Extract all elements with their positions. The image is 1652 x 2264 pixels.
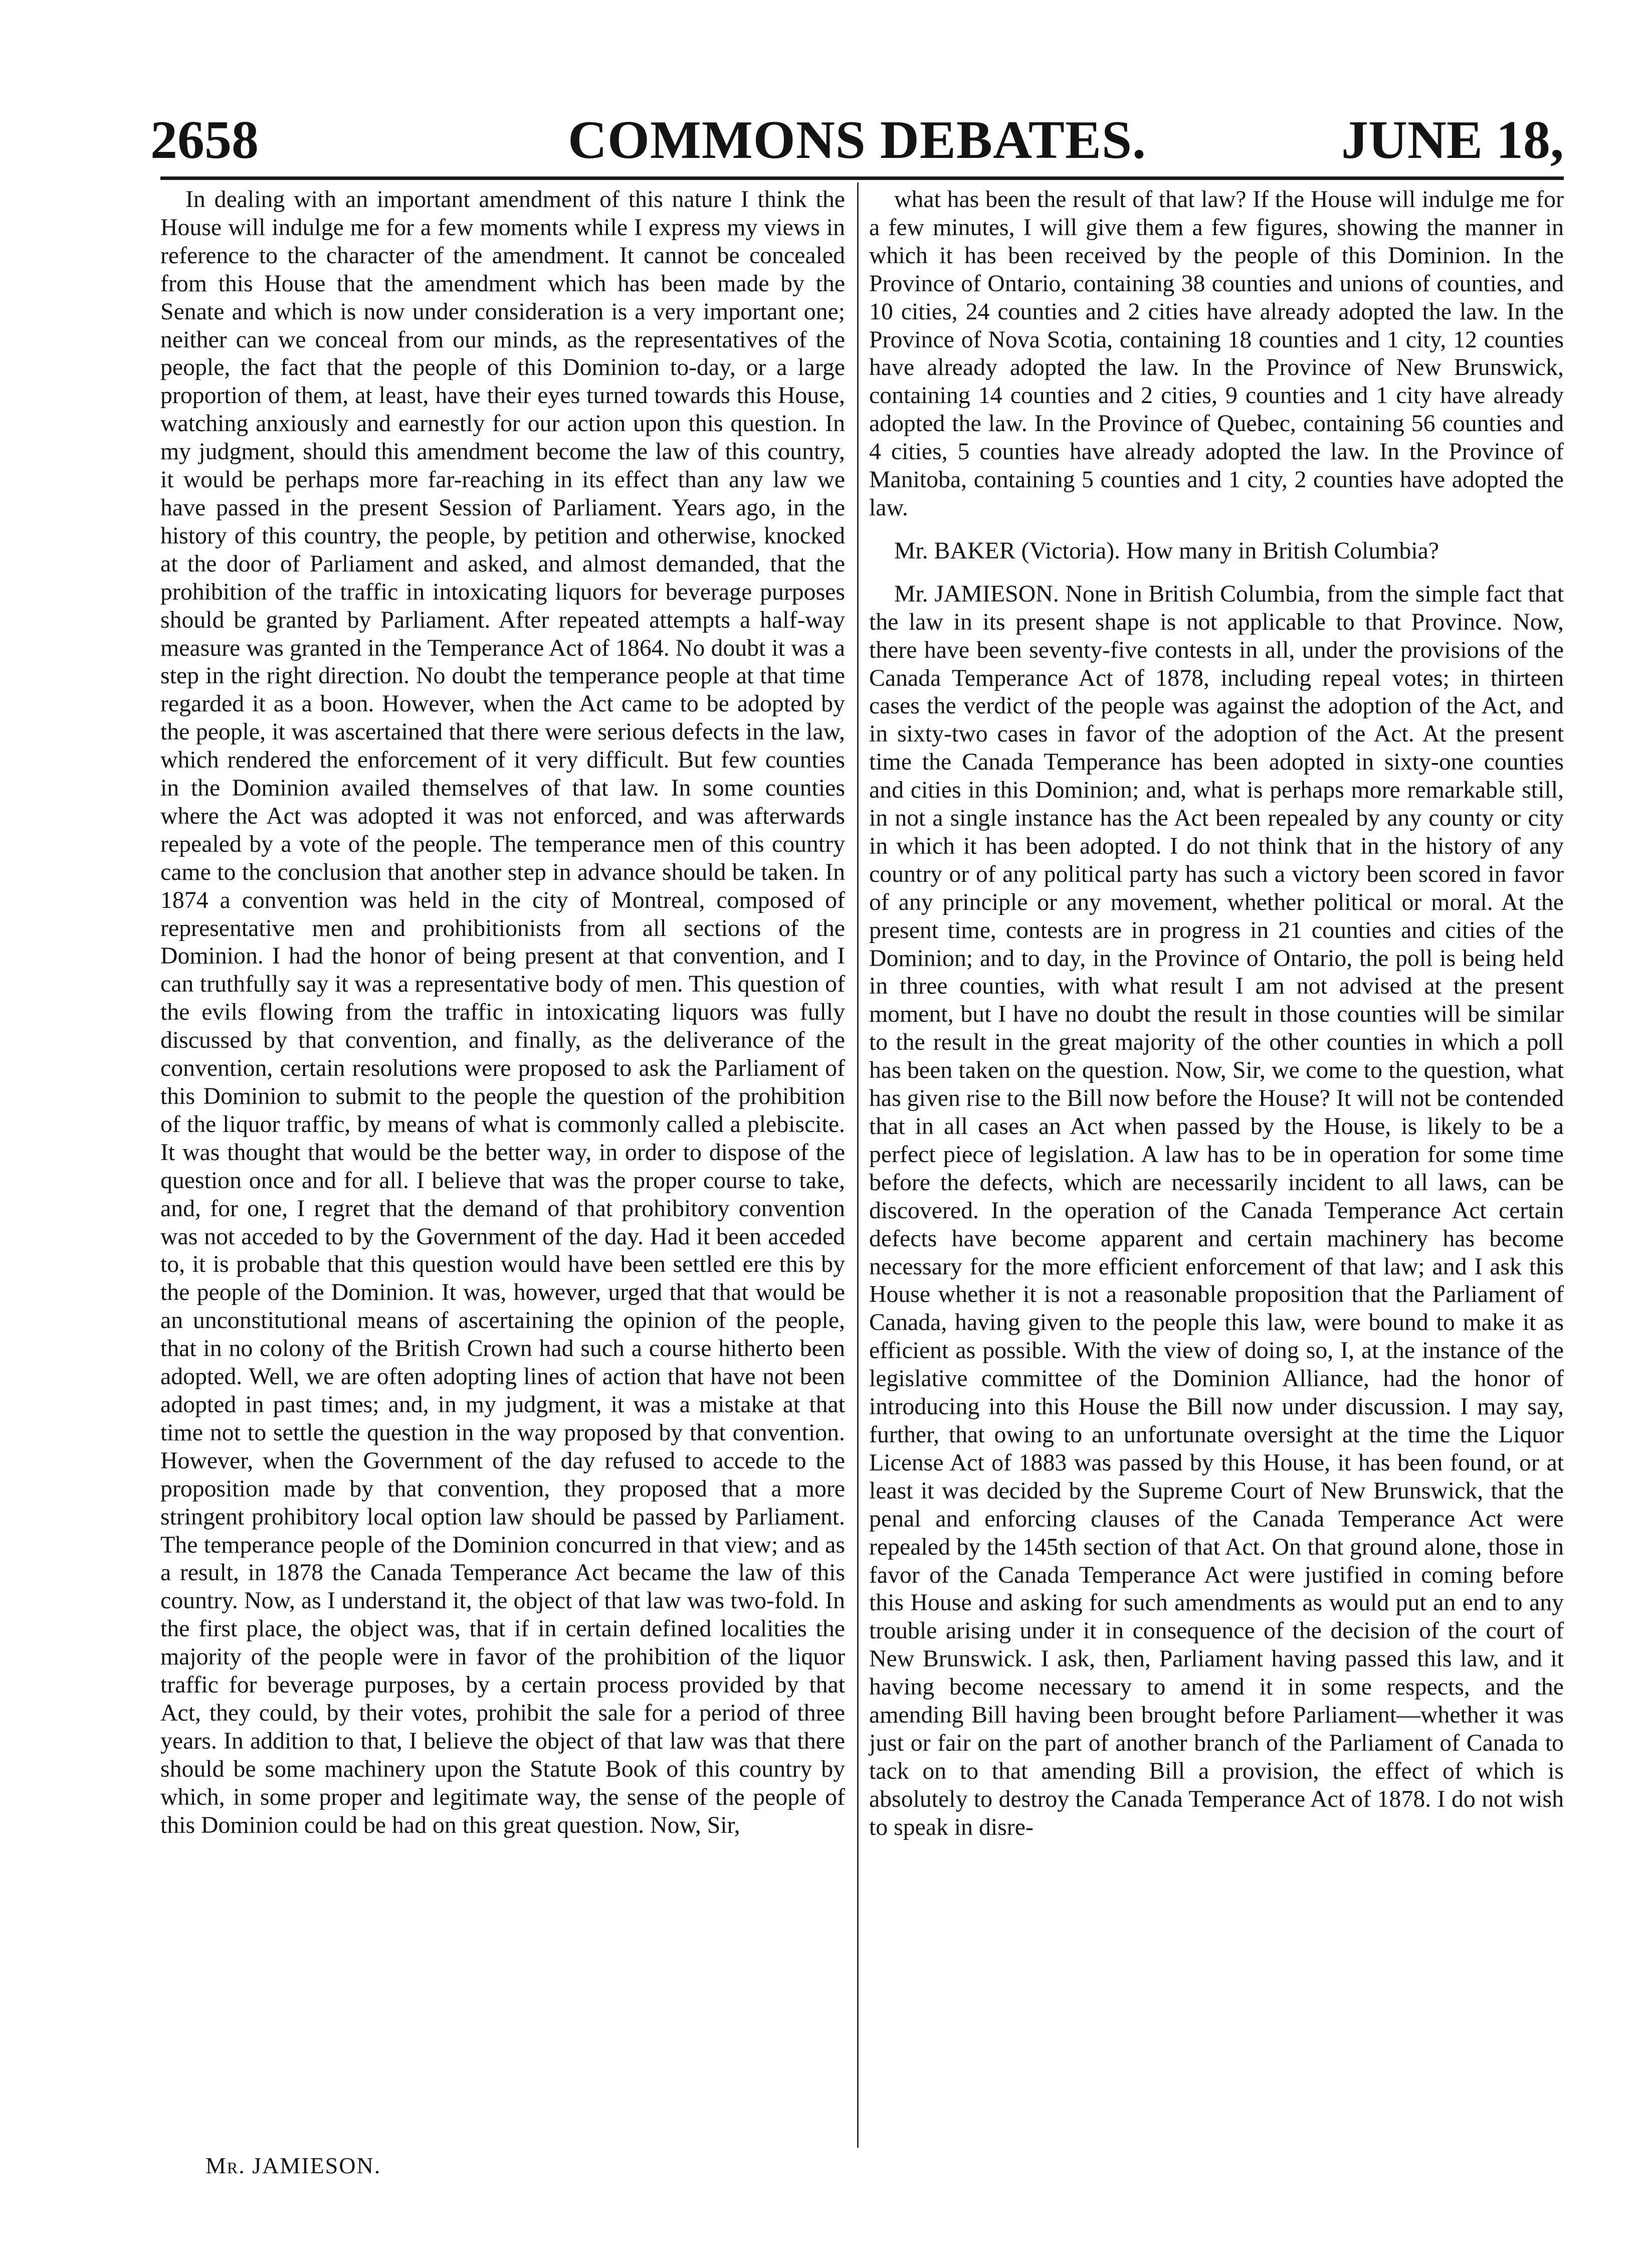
running-title: COMMONS DEBATES.	[567, 110, 1147, 170]
column-divider	[857, 182, 859, 2148]
paragraph: Mr. JAMIESON. None in British Columbia, from the simple fact that the law in its present shape is not applicable to that Province. Now, there have been seventy-five contests in all, under the provisions of the Canada Temperance Act of 1878, including repeal votes; in thirteen cases the verdict of the people was against the adoption of the Act, and in sixty-two cases in favor of the adoption of the Act. At the present time the Canada Temperance has been adopted in sixty-one counties and cities in this Dominion; and, what is perhaps more remarkable still, in not a single instance has the Act been repealed by any county or city in which it has been adopted. I do not think that in the history of any country or of any political party has such a victory been scored in favor of any principle or any movement, whether political or moral. At the present time, contests are in progress in 21 counties and cities of the Dominion; and to day, in the Province of Ontario, the poll is being held in three counties, with what result I am not advised at the present moment, but I have no doubt the result in those counties will be similar to the result in the great majority of the other counties in which a poll has been taken on the question. Now, Sir, we come to the question, what has given rise to the Bill now before the House? It will not be contended that in all cases an Act when passed by the House, is likely to be a perfect piece of legislation. A law has to be in operation for some time before the defects, which are necessarily incident to all laws, can be discovered. In the operation of the Canada Temperance Act certain defects have become apparent and certain machinery has become necessary for the more efficient enforcement of that law; and I ask this House whether it is not a reasonable proposition that the Parliament of Canada, having given to the people this law, were bound to make it as efficient as possible. With the view of doing so, I, at the instance of the legislative committee of the Dominion Alliance, had the honor of introducing into this House the Bill now under discussion. I may say, further, that owing to an unfortunate oversight at the time the Liquor License Act of 1883 was passed by this House, it has been found, or at least it was decided by the Supreme Court of New Brunswick, that the penal and enforcing clauses of the Canada Temperance Act were repealed by the 145th section of that Act. On that ground alone, those in favor of the Canada Temperance Act were justified in coming before this House and asking for such amendments as would put an end to any trouble arising under it in consequence of the decision of the court of New Brunswick. I ask, then, Parliament having passed this law, and it having become necessary to amend it in some respects, and the amending Bill having been brought before Parliament—whether it was just or fair on the part of another branch of the Parliament of Canada to tack on to that amending Bill a provision, the effect of which is absolutely to destroy the Canada Temperance Act of 1878. I do not wish to speak in disre-	[869, 580, 1564, 1840]
paragraph: In dealing with an important amendment of this nature I think the House will indulge me for a few moments while I express my views in reference to the character of the amendment. It cannot be concealed from this House that the amendment which has been made by the Senate and which is now under consideration is a very important one; neither can we conceal from our minds, as the representatives of the people, the fact that the people of this Dominion to-day, or a large proportion of them, at least, have their eyes turned towards this House, watching anxiously and earnestly for our action upon this question. In my judgment, should this amendment become the law of this country, it would be perhaps more far-reaching in its effect than any law we have passed in the present Session of Parliament. Years ago, in the history of this country, the people, by petition and otherwise, knocked at the door of Parliament and asked, and almost demanded, that the prohibition of the traffic in intoxicating liquors for beverage purposes should be granted by Parliament. After repeated attempts a half-way measure was granted in the Temperance Act of 1864. No doubt it was a step in the right direction. No doubt the temperance people at that time regarded it as a boon. However, when the Act came to be adopted by the people, it was ascertained that there were serious defects in the law, which rendered the enforcement of it very difficult. But few counties in the Dominion availed themselves of that law. In some counties where the Act was adopted it was not enforced, and was afterwards repealed by a vote of the people. The temperance men of this country came to the conclusion that another step in advance should be taken. In 1874 a convention was held in the city of Montreal, composed of representative men and prohibitionists from all sections of the Dominion. I had the honor of being present at that convention, and I can truthfully say it was a representative body of men. This question of the evils flowing from the traffic in intoxicating liquors was fully discussed by that convention, and finally, as the deliverance of the convention, certain resolutions were proposed to ask the Parliament of this Dominion to submit to the people the question of the prohibition of the liquor traffic, by means of what is commonly called a plebiscite. It was thought that would be the better way, in order to dispose of the question once and for all. I believe that was the proper course to take, and, for one, I regret that the demand of that prohibitory convention was not acceded to by the Government of the day. Had it been acceded to, it is probable that this question would have been settled ere this by the people of the Dominion. It was, however, urged that that would be an unconstitutional means of ascertaining the opinion of the people, that in no colony of the British Crown had such a course hitherto been adopted. Well, we are often adopting lines of action that have not been adopted in past times; and, in my judgment, it was a mistake at that time not to settle the question in the way proposed by that convention. However, when the Government of the day refused to accede to the proposition made by that convention, they proposed that a more stringent prohibitory local option law should be passed by Parliament. The temperance people of the Dominion concurred in that view; and as a result, in 1878 the Canada Temperance Act became the law of this country. Now, as I understand it, the object of that law was two-fold. In the first place, the object was, that if in certain defined localities the majority of the people were in favor of the prohibition of the liquor traffic for beverage purposes, by a certain process provided by that Act, they could, by their votes, prohibit the sale for a period of three years. In addition to that, I believe the object of that law was that there should be some machinery upon the Statute Book of this country by which, in some proper and legitimate way, the sense of the people of this Dominion could be had on this great question. Now, Sir,	[160, 186, 845, 1838]
page-header	[150, 108, 1564, 173]
header-rule	[160, 176, 1564, 180]
paragraph: what has been the result of that law? If the House will indulge me for a few minutes, I will give them a few figures, showing the manner in which it has been received by the people of this Dominion. In the Province of Ontario, containing 38 counties and unions of counties, and 10 cities, 24 counties and 2 cities have already adopted the law. In the Province of Nova Scotia, containing 18 counties and 1 city, 12 counties have already adopted the law. In the Province of New Brunswick, containing 14 counties and 2 cities, 9 counties and 1 city have already adopted the law. In the Province of Quebec, containing 56 counties and 4 cities, 5 counties have already adopted the law. In the Province of Manitoba, containing 5 counties and 1 city, 2 counties have adopted the law.	[869, 186, 1564, 521]
header-date: JUNE 18,	[1341, 110, 1564, 170]
footer-speaker: Mr. JAMIESON.	[205, 2153, 381, 2178]
page-number: 2658	[150, 110, 259, 170]
left-column	[160, 185, 845, 1839]
right-column	[869, 185, 1564, 1841]
paragraph: Mr. BAKER (Victoria). How many in British Columbia?	[894, 537, 1439, 564]
